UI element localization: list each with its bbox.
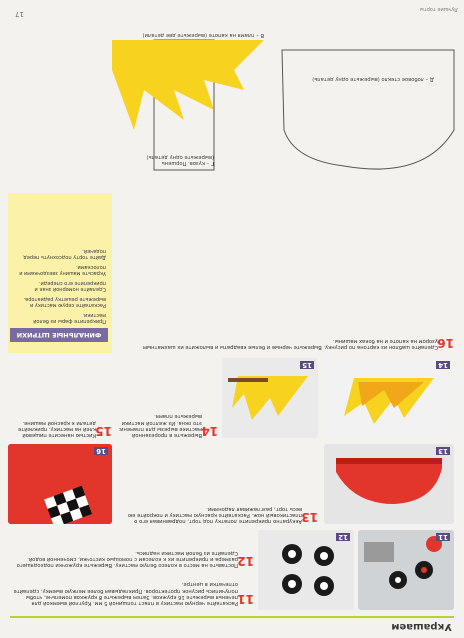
section-title: Украшаем (391, 621, 452, 632)
photo-step-14 (324, 358, 454, 438)
step-number: 11 (237, 592, 254, 606)
section-underline (10, 616, 454, 618)
step-number: 12 (237, 554, 254, 568)
photo-label: 15 (302, 361, 312, 369)
callout-flame: В – пламя на капоте (вырежьте две детали) (142, 32, 264, 38)
step-text: Кистью нанесите пищевой клей на мастику, приклейте детали к красной машине. (18, 419, 96, 438)
step-text: Аккуратно прикрепите лопатку под торт, подравнивая его о пластиковый нож. Раскатайте красную мастику и покройте ею весь торт, разглаживая ладонями. (127, 505, 302, 524)
final-touches-item: Раскатайте серую мастику и вырежьте решетку радиатора. (23, 296, 106, 308)
final-touches-list (12, 198, 106, 324)
photo-label: 16 (96, 447, 106, 455)
final-touches-item: Украсьте машину звездочками и полосками. (19, 264, 106, 276)
windshield-template-shape (282, 50, 454, 169)
wheels-cutting-illustration (358, 530, 454, 610)
photo-label: 13 (438, 447, 448, 455)
red-car-body-illustration (324, 444, 454, 524)
photo-step-15 (222, 358, 318, 438)
page-number: 17 (15, 10, 24, 18)
final-touches-item: Прикрепите фары из белой мастики. (33, 312, 106, 324)
photo-label: 11 (438, 533, 448, 541)
step-13 (118, 464, 318, 524)
photo-step-13 (324, 444, 454, 524)
photo-label: 12 (338, 533, 348, 541)
wheels-with-rims-illustration (258, 530, 354, 610)
callout-glass: Д – лобовое стекло (вырежьте одну деталь) (312, 76, 434, 82)
step-text: Поставьте на место в колесо белую мастику. Вырежьте кружочки подходящего размера и прикрепите их к колесам с помощью кисточки, смоченной водой. Сделайте из белой мастики надпись. (16, 549, 238, 568)
flame-cutout-illustration (324, 358, 454, 438)
glue-brush-illustration (222, 358, 318, 438)
step-12 (8, 534, 254, 568)
photo-step-11 (358, 530, 454, 610)
step-15 (8, 358, 112, 438)
step-text: Сделайте шаблон из картона по рисунку. Вырежьте черные и белые квадраты и выложите их шахматным узором на капоте и на боках машины. (143, 337, 438, 350)
photo-step-16-checker (8, 444, 112, 524)
step-16 (124, 316, 454, 350)
step-number: 15 (95, 424, 112, 438)
step-11 (8, 572, 254, 606)
flame-template-shape (112, 40, 264, 130)
callout-window: Г – кузов. Поршень (вырежьте одну деталь) (146, 153, 214, 166)
brand-text: Лучшие торты (419, 6, 458, 12)
step-number: 16 (437, 336, 454, 350)
step-text: Вырежьте в прорезанной мастике вырезы для пламени: это окна. Из желтой мастики вырежьте пламя. (118, 413, 202, 438)
photo-step-12 (258, 530, 354, 610)
step-14 (118, 358, 218, 438)
step-text: Раскатайте черную мастику в пласт толщиной 5 мм. Круглой выемкой для печенья вырежьте 16 кружков. Затем вырежьте 8 кружков помельче, чтобы получились рисунок протекторов. Прикладывая более мелкую выемку, сделайте отпечатки в центре. (13, 581, 238, 606)
photo-label: 14 (438, 361, 448, 369)
step-number: 14 (201, 424, 218, 438)
final-touches-item: Дайте торту подсохнуть перед подачей. (23, 248, 106, 260)
step-number: 13 (301, 510, 318, 524)
final-touches-item: Сделайте номерной знак и прикрепите его спереди. (34, 280, 106, 292)
checkered-flag-illustration (8, 444, 112, 524)
final-touches-title: ФИНАЛЬНЫЕ ШТРИХИ (10, 328, 108, 342)
